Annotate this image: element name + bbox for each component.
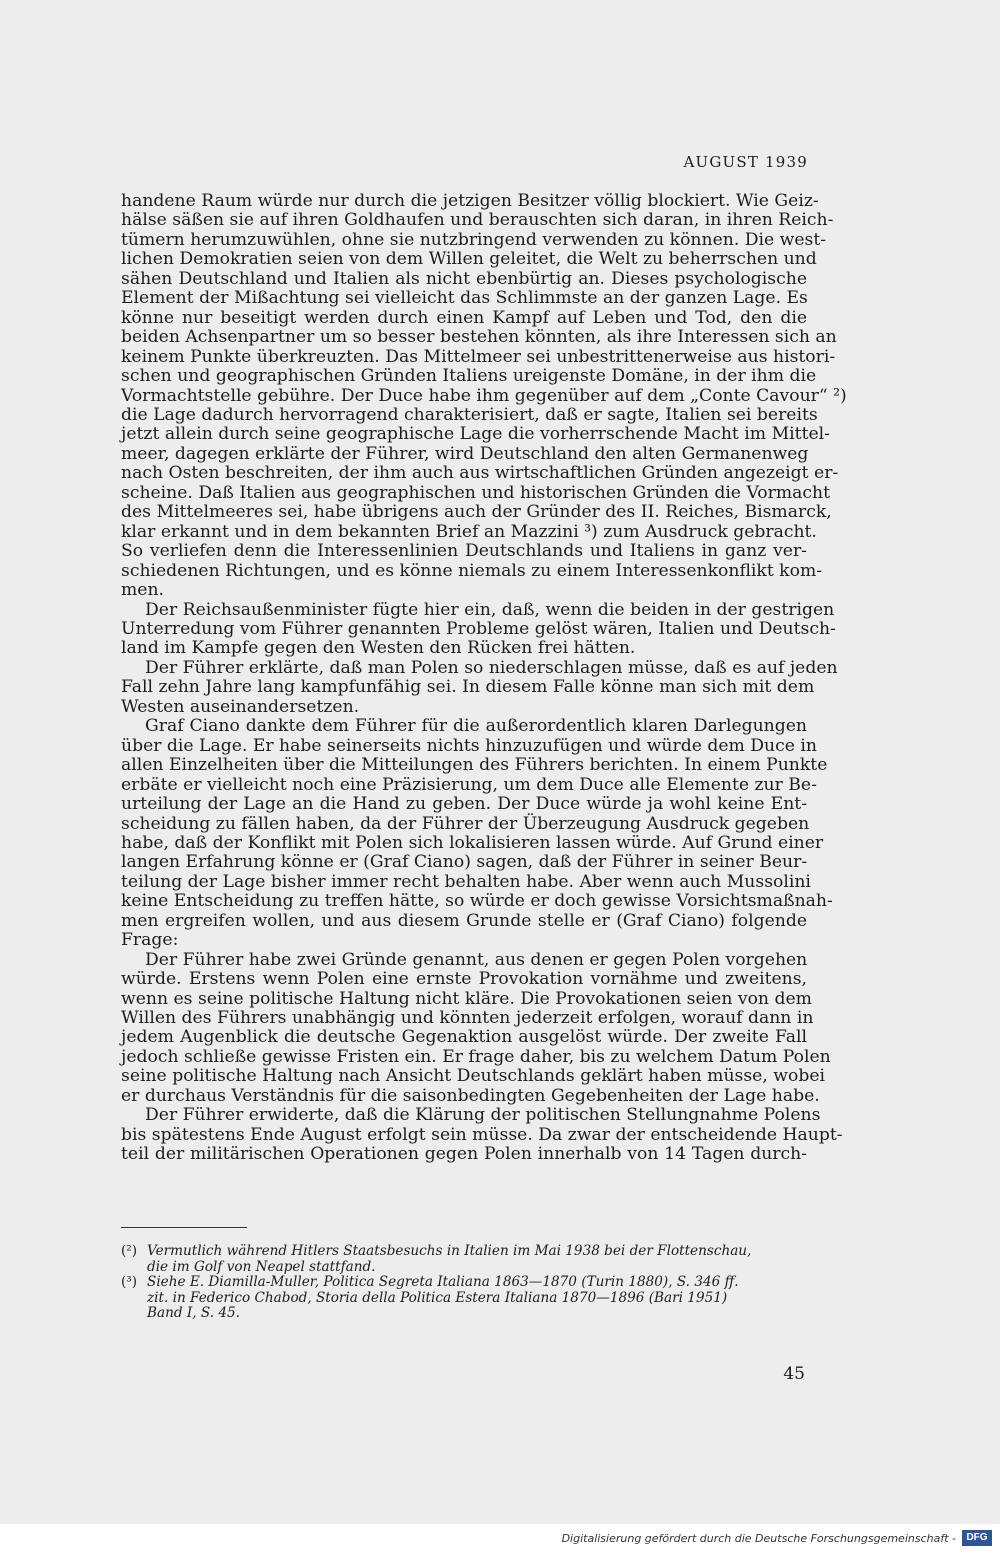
- body-line: bis spätestens Ende August erfolgt sein müsse. Da zwar der entscheidende Haupt-: [121, 1124, 843, 1145]
- body-line: sähen Deutschland und Italien als nicht ebenbürtig an. Dieses psychologische: [121, 268, 807, 289]
- page-number: 45: [783, 1364, 805, 1384]
- body-line: Unterredung vom Führer genannten Probleme gelöst wären, Italien und Deutsch-: [121, 618, 836, 639]
- body-line: meer, dagegen erklärte der Führer, wird Deutschland den alten Germanenweg: [121, 443, 809, 464]
- body-line: teil der militärischen Operationen gegen Polen innerhalb von 14 Tagen durch-: [121, 1144, 807, 1165]
- footnote-line: [121, 1275, 807, 1291]
- body-line: jetzt allein durch seine geographische Lage die vorherrschende Macht im Mittel-: [121, 424, 830, 445]
- footnote-line: [121, 1291, 807, 1307]
- body-line: Willen des Führers unabhängig und könnten jederzeit erfolgen, worauf dann in: [121, 1008, 814, 1029]
- body-line: hälse säßen sie auf ihren Goldhaufen und berauschten sich daran, in ihren Reich-: [121, 210, 834, 231]
- body-line: beiden Achsenpartner um so besser bestehen könnten, als ihre Interessen sich an: [121, 327, 837, 348]
- footnote-text: Siehe E. Diamilla-Muller, Politica Segreta Italiana 1863—1870 (Turin 1880), S. 346 ff.: [147, 1274, 739, 1291]
- body-line: über die Lage. Er habe seinerseits nichts hinzuzufügen und würde dem Duce in: [121, 735, 817, 756]
- body-line: Element der Mißachtung sei vielleicht das Schlimmste an der ganzen Lage. Es: [121, 288, 808, 309]
- body-line: des Mittelmeeres sei, habe übrigens auch der Gründer des II. Reiches, Bismarck,: [121, 502, 832, 523]
- body-line: klar erkannt und in dem bekannten Brief an Mazzini ³) zum Ausdruck gebracht.: [121, 521, 817, 542]
- body-line: keine Entscheidung zu treffen hätte, so würde er doch gewisse Vorsichtsmaßnah-: [121, 891, 833, 912]
- body-line: könne nur beseitigt werden durch einen Kampf auf Leben und Tod, den die: [121, 307, 807, 328]
- footnotes: [121, 1244, 807, 1322]
- body-line: handene Raum würde nur durch die jetzigen Besitzer völlig blockiert. Wie Geiz-: [121, 191, 819, 211]
- body-line: erbäte er vielleicht noch eine Präzisierung, um dem Duce alle Elemente zur Be-: [121, 774, 817, 795]
- footnote-line: [121, 1260, 807, 1276]
- body-line: tümern herumzuwühlen, ohne sie nutzbringend verwenden zu können. Die west-: [121, 229, 827, 250]
- body-line: scheidung zu fällen haben, da der Führer der Überzeugung Ausdruck gegeben: [121, 813, 810, 834]
- body-line: Der Führer habe zwei Gründe genannt, aus denen er gegen Polen vorgehen: [145, 949, 808, 970]
- body-line: Graf Ciano dankte dem Führer für die außerordentlich klaren Darlegungen: [145, 716, 807, 737]
- footnote-text: zit. in Federico Chabod, Storia della Politica Estera Italiana 1870—1896 (Bari 1951): [147, 1289, 728, 1306]
- body-line: Der Führer erklärte, daß man Polen so niederschlagen müsse, daß es auf jeden: [145, 657, 838, 678]
- body-line: jedem Augenblick die deutsche Gegenaktion ausgelöst würde. Der zweite Fall: [121, 1027, 807, 1048]
- body-line: schiedenen Richtungen, und es könne niemals zu einem Interessenkonflikt kom-: [121, 560, 823, 581]
- body-line: jedoch schließe gewisse Fristen ein. Er frage daher, bis zu welchem Datum Polen: [121, 1046, 831, 1067]
- body-line: seine politische Haltung nach Ansicht Deutschlands geklärt haben müsse, wobei: [121, 1066, 825, 1087]
- body-line: allen Einzelheiten über die Mitteilungen des Führers berichten. In einem Punkte: [121, 755, 828, 776]
- footnote-line: [121, 1244, 807, 1260]
- body-line: er durchaus Verständnis für die saisonbedingten Gegebenheiten der Lage habe.: [121, 1085, 820, 1106]
- body-line: men.: [121, 580, 165, 601]
- body-line: Fall zehn Jahre lang kampfunfähig sei. In diesem Falle könne man sich mit dem: [121, 677, 815, 698]
- digitization-credit-bar: [0, 1524, 1000, 1554]
- body-line: schen und geographischen Gründen Italiens ureigenste Domäne, in der ihm die: [121, 366, 817, 387]
- body-line: habe, daß der Konflikt mit Polen sich lokalisieren lassen würde. Auf Grund einer: [121, 832, 824, 853]
- body-line: lichen Demokratien seien von dem Willen geleitet, die Welt zu beherrschen und: [121, 249, 817, 270]
- body-line: scheine. Daß Italien aus geographischen und historischen Gründen die Vormacht: [121, 482, 830, 503]
- footnote-separator: [121, 1227, 247, 1228]
- body-line: keinem Punkte überkreuzten. Das Mittelmeer sei unbestrittenerweise aus histori-: [121, 346, 836, 367]
- body-line: würde. Erstens wenn Polen eine ernste Provokation vornähme und zweitens,: [121, 969, 807, 990]
- body-line: Der Reichsaußenminister fügte hier ein, daß, wenn die beiden in der gestrigen: [145, 599, 835, 620]
- footnote-text: die im Golf von Neapel stattfand.: [147, 1258, 376, 1275]
- body-line: Frage:: [121, 930, 179, 951]
- body-text: [121, 191, 847, 1165]
- dfg-credit-text: Digitalisierung gefördert durch die Deutsche Forschungsgemeinschaft -: [561, 1532, 956, 1545]
- footnote-marker: (³): [121, 1274, 138, 1291]
- footnote-text: Band I, S. 45.: [147, 1305, 240, 1322]
- footnote-text: Vermutlich während Hitlers Staatsbesuchs in Italien im Mai 1938 bei der Flottenschau,: [147, 1243, 752, 1259]
- body-line: men ergreifen wollen, und aus diesem Grunde stelle er (Graf Ciano) folgende: [121, 910, 807, 931]
- body-line: Vormachtstelle gebühre. Der Duce habe ihm gegenüber auf dem „Conte Cavour“ ²): [121, 385, 847, 406]
- footnote-line: [121, 1306, 807, 1322]
- body-line: So verliefen denn die Interessenlinien Deutschlands und Italiens in ganz ver-: [121, 541, 807, 562]
- body-line: nach Osten beschreiten, der ihm auch aus wirtschaftlichen Gründen angezeigt er-: [121, 463, 839, 484]
- body-line: wenn es seine politische Haltung nicht kläre. Die Provokationen seien von dem: [121, 988, 812, 1009]
- body-line: langen Erfahrung könne er (Graf Ciano) sagen, daß der Führer in seiner Beur-: [121, 852, 808, 873]
- body-line: land im Kampfe gegen den Westen den Rücken frei hätten.: [121, 638, 636, 659]
- dfg-logo: DFG: [962, 1530, 992, 1546]
- running-head: AUGUST 1939: [683, 153, 808, 171]
- body-line: Westen auseinandersetzen.: [121, 696, 360, 717]
- body-line: die Lage dadurch hervorragend charakterisiert, daß er sagte, Italien sei bereits: [121, 404, 818, 425]
- body-line: Der Führer erwiderte, daß die Klärung der politischen Stellungnahme Polens: [145, 1105, 821, 1126]
- body-line: teilung der Lage bisher immer recht behalten habe. Aber wenn auch Mussolini: [121, 871, 811, 892]
- body-line: urteilung der Lage an die Hand zu geben. Der Duce würde ja wohl keine Ent-: [121, 794, 807, 815]
- footnote-marker: (²): [121, 1243, 138, 1259]
